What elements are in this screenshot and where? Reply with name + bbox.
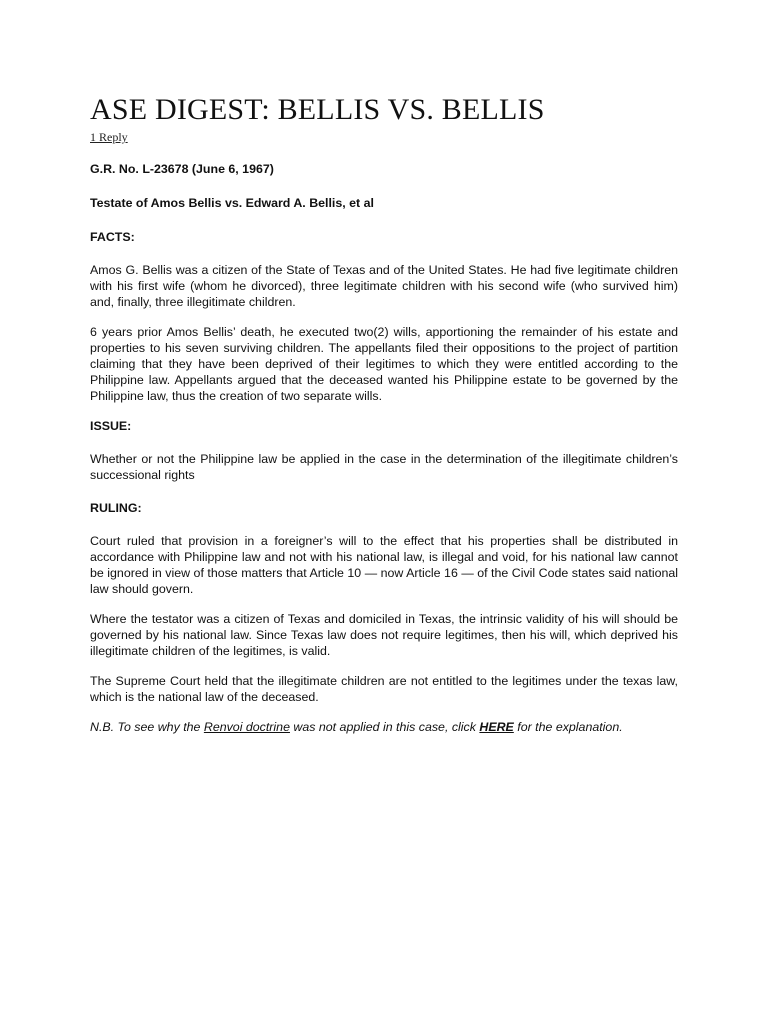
nb-suffix: for the explanation.	[513, 720, 623, 734]
facts-paragraph-1: Amos G. Bellis was a citizen of the State of Texas and of the United States. He had five legitimate children with his first wife (whom he divorced), three legitimate children with his second wife (who survived him) and, finally, three illegitimate children.	[90, 263, 678, 309]
nb-middle: was not applied in this case, click	[289, 720, 480, 734]
nb-prefix: N.B. To see why the	[90, 720, 204, 734]
case-name: Testate of Amos Bellis vs. Edward A. Bellis, et al	[90, 196, 374, 210]
gr-number: G.R. No. L-23678 (June 6, 1967)	[90, 162, 274, 176]
ruling-heading: RULING:	[90, 501, 142, 515]
nb-note	[90, 719, 678, 735]
facts-paragraph-2: 6 years prior Amos Bellis’ death, he executed two(2) wills, apportioning the remainder of his estate and properties to his seven surviving children. The appellants filed their oppositions to the project of partition claiming that they have been deprived of their legitimes to which they were entitled according to the Philippine law. Appellants argued that the deceased wanted his Philippine estate to be governed by the Philippine law, thus the creation of two separate wills.	[90, 325, 678, 403]
renvoi-doctrine-link[interactable]: Renvoi doctrine	[203, 720, 290, 734]
page-title: ASE DIGEST: BELLIS VS. BELLIS	[90, 93, 545, 126]
reply-link[interactable]: 1 Reply	[90, 130, 128, 144]
ruling-paragraph-3: The Supreme Court held that the illegitimate children are not entitled to the legitimes under the texas law, which is the national law of the deceased.	[90, 674, 678, 704]
issue-paragraph: Whether or not the Philippine law be applied in the case in the determination of the illegitimate children’s successional rights	[90, 452, 678, 482]
issue-heading: ISSUE:	[90, 419, 132, 433]
ruling-paragraph-1: Court ruled that provision in a foreigner’s will to the effect that his properties shall be distributed in accordance with Philippine law and not with his national law, is illegal and void, for his national law cannot be ignored in view of those matters that Article 10 — now Article 16 — of the Civil Code states said national law should govern.	[90, 534, 678, 596]
document-page	[90, 92, 678, 735]
here-link[interactable]: HERE	[479, 720, 514, 734]
facts-heading: FACTS:	[90, 230, 135, 244]
ruling-paragraph-2: Where the testator was a citizen of Texas and domiciled in Texas, the intrinsic validity of his will should be governed by his national law. Since Texas law does not require legitimes, then his will, which deprived his illegitimate children of the legitimes, is valid.	[90, 612, 678, 658]
